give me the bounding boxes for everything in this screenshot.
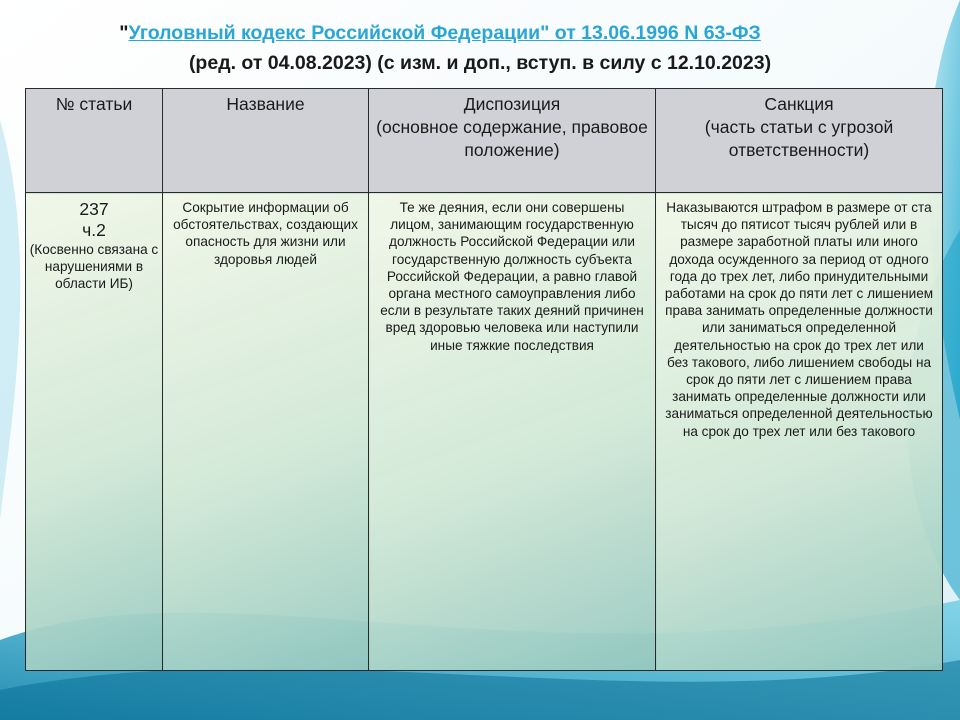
header-main-text: № статьи bbox=[55, 94, 133, 114]
header-main-text: Санкция bbox=[764, 94, 834, 114]
law-table bbox=[25, 88, 943, 671]
cell-name bbox=[163, 193, 369, 671]
cell-sanction bbox=[656, 193, 943, 671]
disposition-text: Те же деяния, если они совершены лицом, занимающим государственную должность Российской Федерации или государственную должность субъекта Российской Федерации, а равно главой органа местного самоуправления либо если в результате таких деяний причинен вред здоровью человека или наступили иные тяжкие последствия bbox=[380, 200, 644, 353]
document-title bbox=[0, 22, 880, 45]
table-header-row bbox=[26, 89, 943, 193]
article-number: 237 bbox=[79, 199, 109, 219]
header-name bbox=[163, 89, 369, 193]
cell-disposition bbox=[369, 193, 656, 671]
header-main-text: Диспозиция bbox=[463, 94, 561, 114]
table-row bbox=[26, 193, 943, 671]
header-article-number bbox=[26, 89, 163, 193]
header-sanction bbox=[656, 89, 943, 193]
header-sub-text: (основное содержание, правовое положение) bbox=[376, 117, 648, 160]
header-sub-text: (часть статьи с угрозой ответственности) bbox=[704, 117, 894, 160]
article-note: (Косвенно связана с нарушениями в области ИБ) bbox=[29, 242, 159, 291]
article-part: ч.2 bbox=[82, 220, 106, 240]
article-name: Сокрытие информации об обстоятельствах, создающих опасность для жизни или здоровья людей bbox=[173, 200, 358, 267]
title-quote: " bbox=[119, 22, 129, 44]
header-main-text: Название bbox=[226, 94, 305, 114]
code-link[interactable]: Уголовный кодекс Российской Федерации" от 13.06.1996 N 63-ФЗ bbox=[128, 22, 761, 44]
document-subtitle: (ред. от 04.08.2023) (с изм. и доп., вступ. в силу с 12.10.2023) bbox=[188, 52, 772, 74]
header-disposition bbox=[369, 89, 656, 193]
cell-article bbox=[26, 193, 163, 671]
sanction-text: Наказываются штрафом в размере от ста тысяч до пятисот тысяч рублей или в размере заработной платы или иного дохода осужденного за период от одного года до трех лет, либо принудительными работами на срок до пяти лет с лишением права занимать определенные должности или заниматься определенной деятельностью на срок до трех лет или без такового, либо лишением свободы на срок до пяти лет с лишением права занимать определенные должности или заниматься определенной деятельностью на срок до трех лет или без такового bbox=[664, 200, 934, 439]
